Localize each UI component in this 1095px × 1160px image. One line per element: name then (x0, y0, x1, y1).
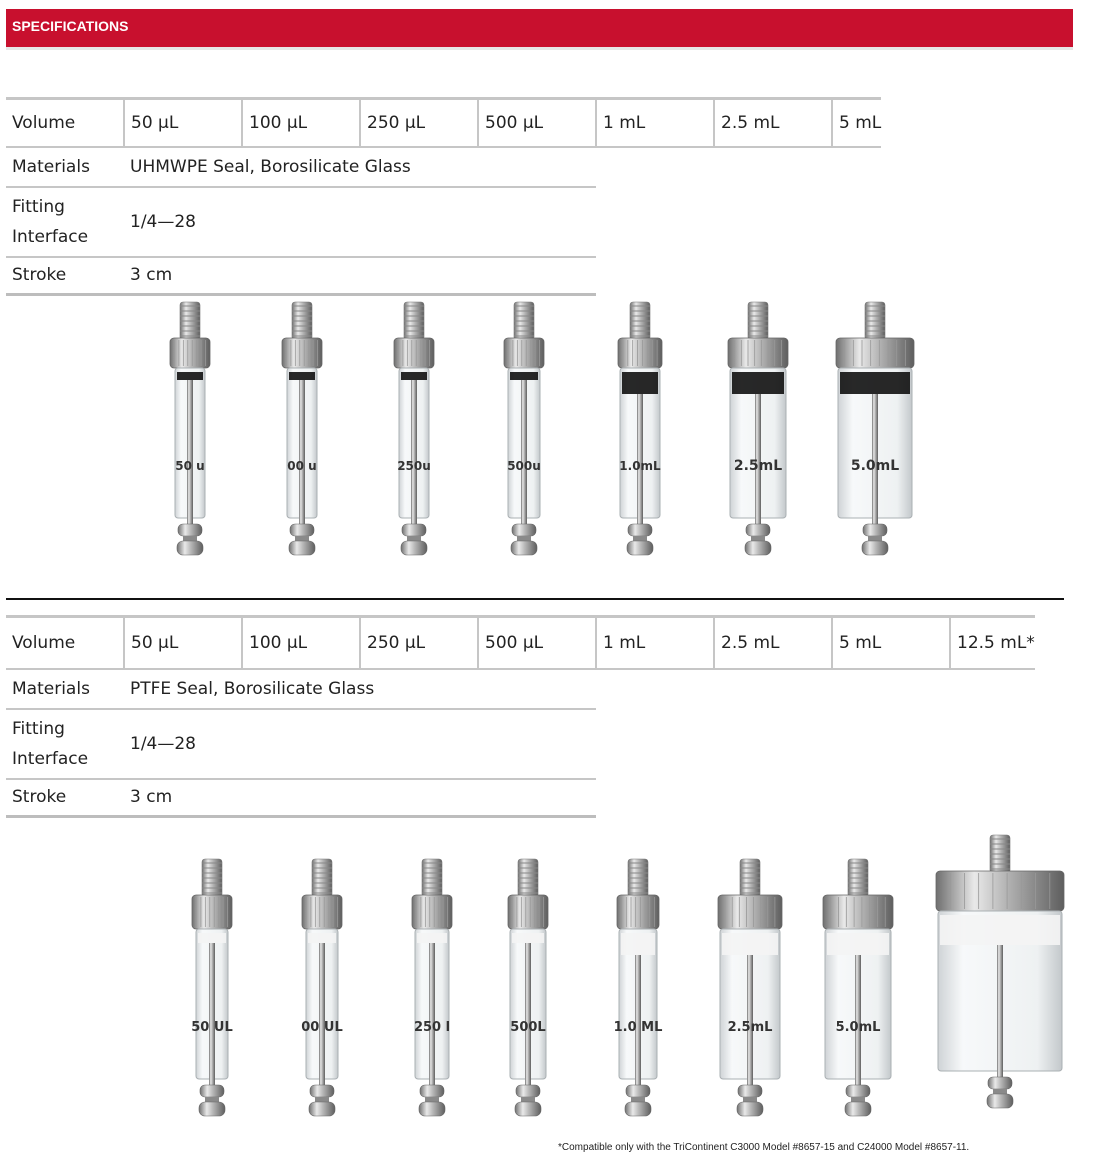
syringe-volume-label: 5.0mL (850, 458, 900, 474)
syringe-volume-label: 50 u (175, 459, 205, 473)
volume-cell: 250 µL (360, 99, 478, 147)
syringe-image (936, 835, 1064, 1108)
syringe-image (301, 859, 342, 1116)
section-title: SPECIFICATIONS (12, 18, 129, 34)
syringe-image (836, 302, 914, 555)
syringe-volume-label: 2.5mL (733, 458, 783, 474)
fitting-value: 1/4—28 (124, 187, 596, 257)
volume-cell: 500 µL (478, 617, 596, 669)
syringe-volume-label: 1.0mL (619, 459, 661, 473)
section-divider (6, 598, 1064, 600)
syringe-image (504, 302, 544, 555)
syringe-gallery-uhmwpe (150, 298, 940, 578)
syringe-image (412, 859, 452, 1116)
syringe-volume-label: 2.5mL (727, 1020, 773, 1035)
materials-value: UHMWPE Seal, Borosilicate Glass (124, 147, 596, 187)
syringe-image (191, 859, 232, 1116)
syringe-volume-label: 50 UL (191, 1020, 233, 1035)
volume-cell: 100 µL (242, 617, 360, 669)
volume-cell: 500 µL (478, 99, 596, 147)
syringe-gallery-svg (170, 825, 1080, 1125)
fitting-label: Fitting Interface (6, 187, 124, 257)
syringe-image (508, 859, 548, 1116)
syringe-volume-label: 250u (397, 459, 431, 473)
fitting-value: 1/4—28 (124, 709, 596, 779)
syringe-volume-label: 1.0 ML (613, 1020, 663, 1035)
footnote: *Compatible only with the TriContinent C3000 Model #8657-15 and C24000 Model #8657-11. (558, 1142, 970, 1153)
materials-label: Materials (6, 147, 124, 187)
syringe-volume-label: 500L (510, 1020, 546, 1035)
syringe-gallery-svg (150, 298, 940, 578)
stroke-label: Stroke (6, 779, 124, 817)
materials-value: PTFE Seal, Borosilicate Glass (124, 669, 596, 709)
syringe-image (394, 302, 434, 555)
volume-cell: 1 mL (596, 99, 714, 147)
syringe-image (728, 302, 788, 555)
volume-cell: 5 mL (832, 99, 881, 147)
stroke-value: 3 cm (124, 257, 596, 295)
spec-table-uhmwpe (6, 97, 881, 296)
spec-table-ptfe (6, 615, 1035, 818)
syringe-volume-label: 5.0mL (835, 1020, 881, 1035)
volume-cell: 50 µL (124, 617, 242, 669)
syringe-volume-label: 250 l (413, 1020, 451, 1035)
stroke-label: Stroke (6, 257, 124, 295)
syringe-image (823, 859, 893, 1116)
volume-cell: 100 µL (242, 99, 360, 147)
fitting-label: Fitting Interface (6, 709, 124, 779)
volume-cell: 250 µL (360, 617, 478, 669)
volume-label: Volume (6, 99, 124, 147)
syringe-volume-label: 500u (507, 459, 541, 473)
syringe-image (614, 859, 663, 1116)
materials-label: Materials (6, 669, 124, 709)
volume-cell: 1 mL (596, 617, 714, 669)
syringe-image (618, 302, 662, 555)
syringe-image (718, 859, 782, 1116)
syringe-image (282, 302, 322, 555)
section-banner (6, 9, 1073, 47)
volume-cell: 2.5 mL (714, 99, 832, 147)
volume-label: Volume (6, 617, 124, 669)
volume-cell: 50 µL (124, 99, 242, 147)
syringe-volume-label: 00 UL (301, 1020, 343, 1035)
syringe-gallery-ptfe (170, 825, 1080, 1125)
volume-cell: 2.5 mL (714, 617, 832, 669)
syringe-volume-label: 00 u (287, 459, 317, 473)
stroke-value: 3 cm (124, 779, 596, 817)
volume-cell: 5 mL (832, 617, 950, 669)
syringe-image (170, 302, 210, 555)
volume-cell: 12.5 mL* (950, 617, 1035, 669)
